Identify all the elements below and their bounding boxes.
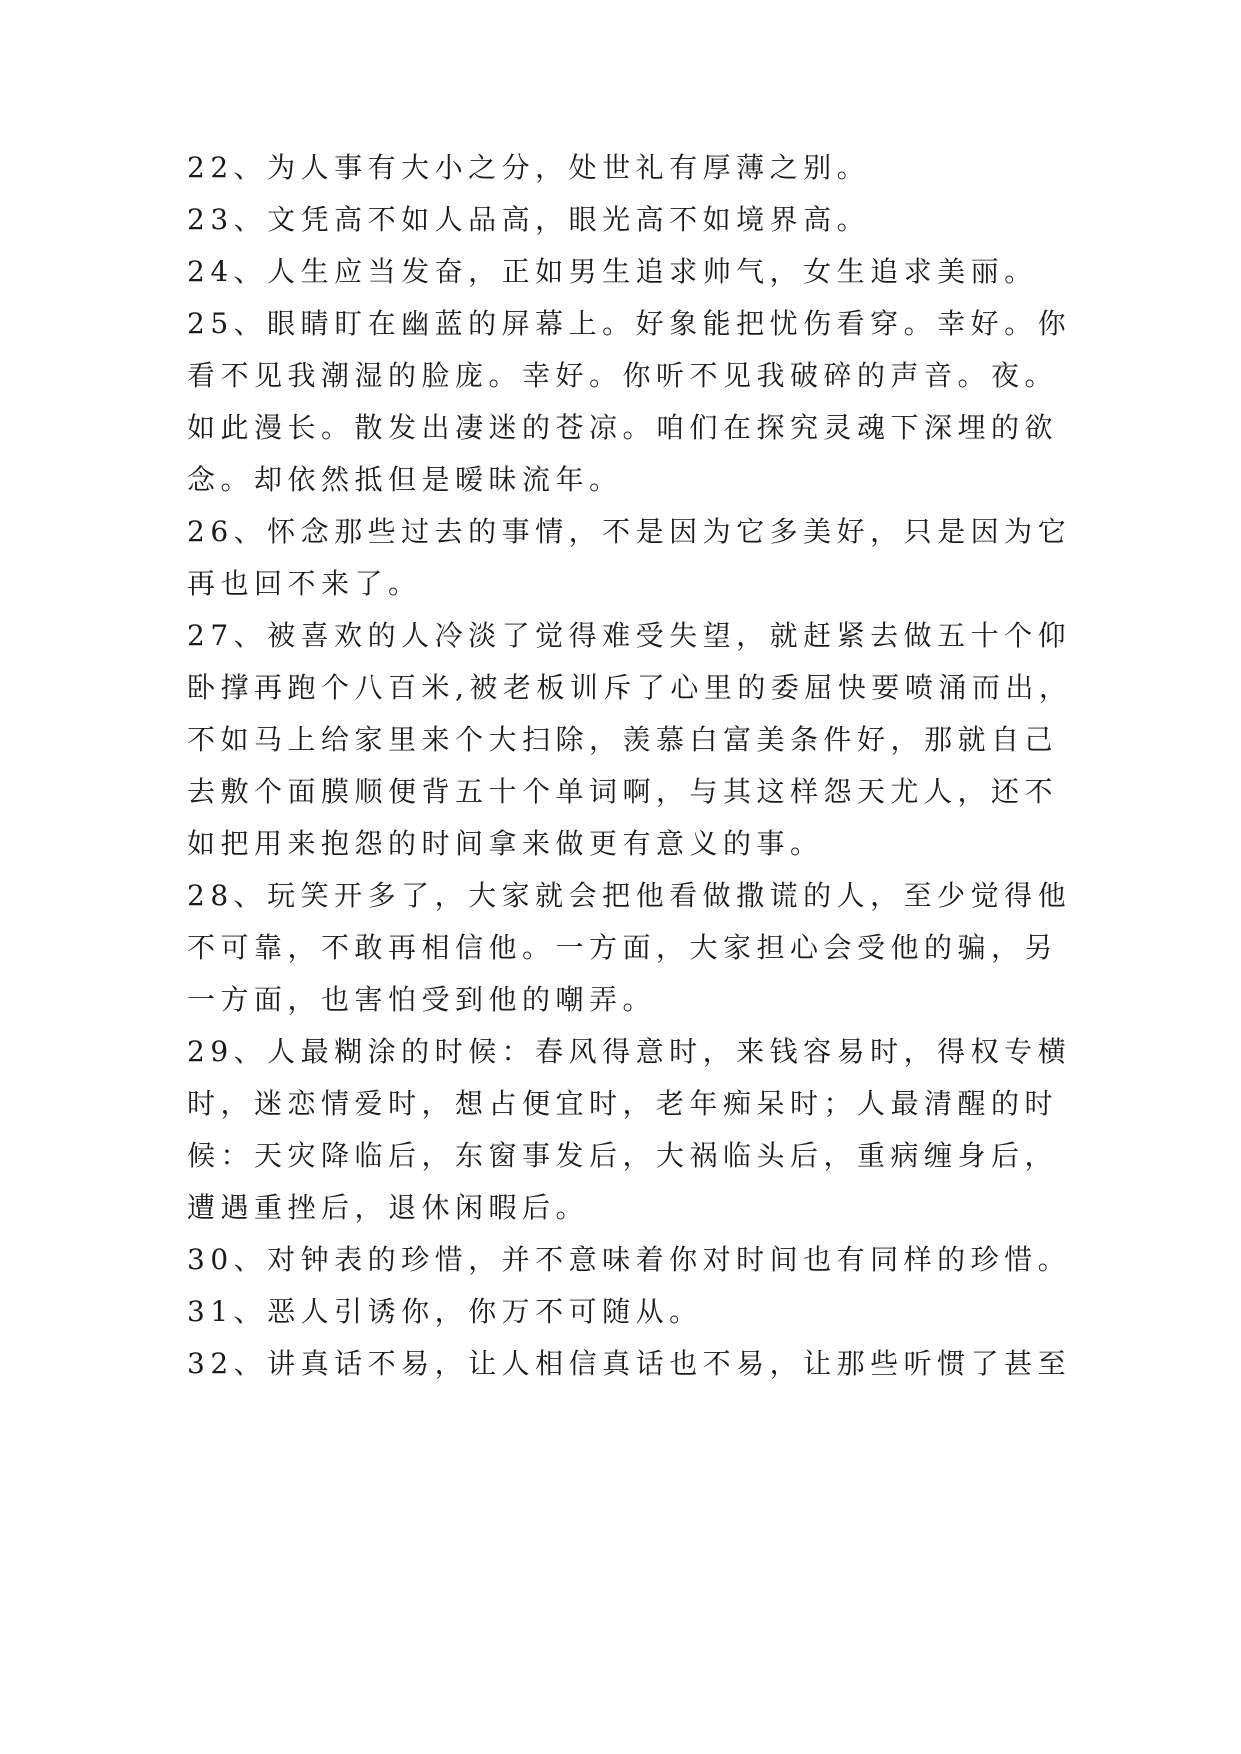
- text-line: 再也回不来了。: [187, 567, 422, 600]
- text-line: 31、恶人引诱你，你万不可随从。: [187, 1295, 703, 1328]
- list-item: [187, 194, 1187, 246]
- text-line: 卧撑再跑个八百米,被老板训斥了心里的委屈快要喷涌而出，: [187, 671, 1073, 704]
- list-item: [187, 1286, 1187, 1338]
- list-item: [187, 298, 1187, 506]
- text-line: 30、对钟表的珍惜，并不意味着你对时间也有同样的珍惜。: [187, 1243, 1072, 1276]
- list-item: [187, 1026, 1187, 1234]
- list-item: [187, 1234, 1187, 1286]
- list-item: [187, 1338, 1187, 1390]
- text-line: 一方面，也害怕受到他的嘲弄。: [187, 983, 657, 1016]
- text-line: 26、怀念那些过去的事情，不是因为它多美好，只是因为它: [187, 515, 1072, 548]
- text-line: 29、人最糊涂的时候：春风得意时，来钱容易时，得权专横: [187, 1035, 1072, 1068]
- text-line: 不如马上给家里来个大扫除，羡慕白富美条件好，那就自己: [187, 723, 1059, 756]
- text-line: 25、眼睛盯在幽蓝的屏幕上。好象能把忧伤看穿。幸好。你: [187, 307, 1072, 340]
- text-line: 看不见我潮湿的脸庞。幸好。你听不见我破碎的声音。夜。: [187, 359, 1059, 392]
- text-line: 去敷个面膜顺便背五十个单词啊，与其这样怨天尤人，还不: [187, 775, 1059, 808]
- document-body: [187, 142, 1187, 1390]
- text-line: 候：天灾降临后，东窗事发后，大祸临头后，重病缠身后，: [187, 1139, 1059, 1172]
- text-line: 32、讲真话不易，让人相信真话也不易，让那些听惯了甚至: [187, 1347, 1072, 1380]
- text-line: 28、玩笑开多了，大家就会把他看做撒谎的人，至少觉得他: [187, 879, 1072, 912]
- list-item: [187, 870, 1187, 1026]
- text-line: 如此漫长。散发出凄迷的苍凉。咱们在探究灵魂下深埋的欲: [187, 411, 1059, 444]
- text-line: 遭遇重挫后，退休闲暇后。: [187, 1191, 590, 1224]
- text-line: 不可靠，不敢再相信他。一方面，大家担心会受他的骗，另: [187, 931, 1059, 964]
- text-line: 如把用来抱怨的时间拿来做更有意义的事。: [187, 827, 824, 860]
- text-line: 24、人生应当发奋，正如男生追求帅气，女生追求美丽。: [187, 255, 1038, 288]
- text-line: 时，迷恋情爱时，想占便宜时，老年痴呆时；人最清醒的时: [187, 1087, 1059, 1120]
- list-item: [187, 610, 1187, 870]
- list-item: [187, 246, 1187, 298]
- text-line: 23、文凭高不如人品高，眼光高不如境界高。: [187, 203, 871, 236]
- text-line: 22、为人事有大小之分，处世礼有厚薄之别。: [187, 151, 871, 184]
- text-line: 27、被喜欢的人冷淡了觉得难受失望，就赶紧去做五十个仰: [187, 619, 1072, 652]
- list-item: [187, 142, 1187, 194]
- list-item: [187, 506, 1187, 610]
- text-line: 念。却依然抵但是暧昧流年。: [187, 463, 623, 496]
